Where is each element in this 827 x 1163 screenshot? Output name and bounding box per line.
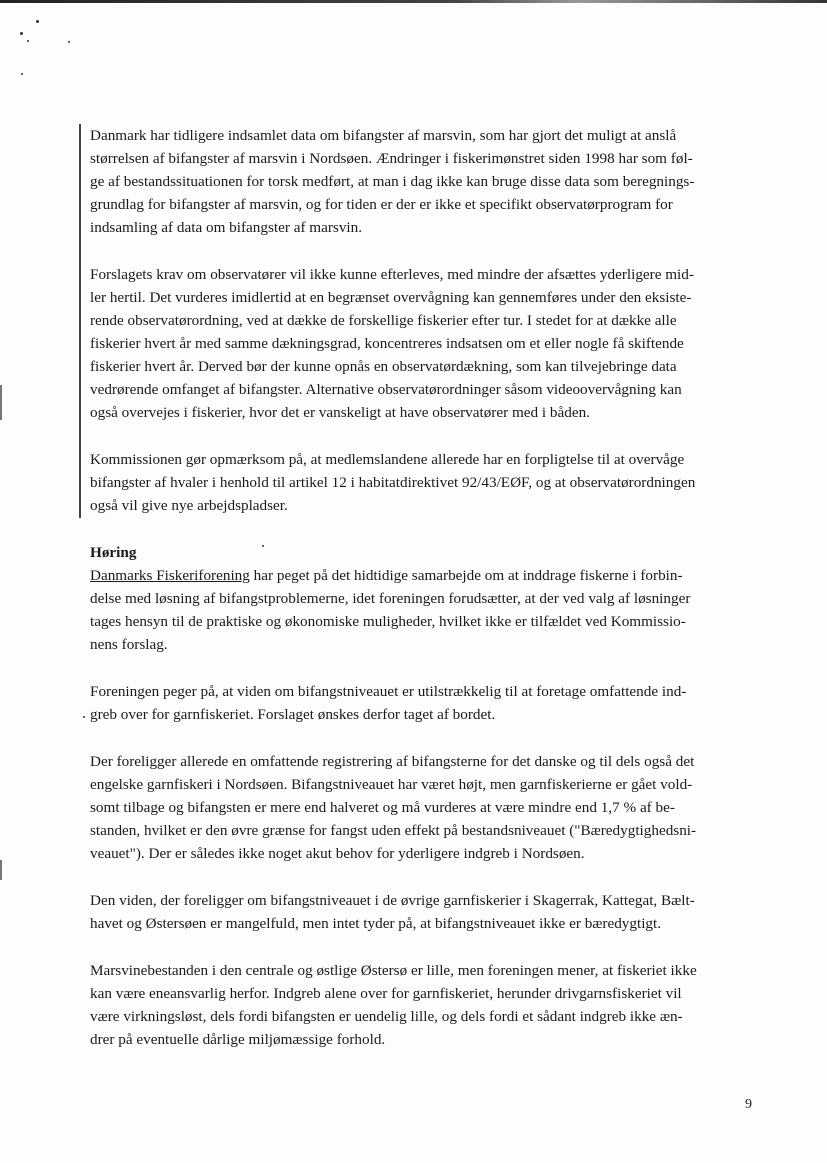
paragraph-commission	[90, 448, 760, 517]
text-line: engelske garnfiskeri i Nordsøen. Bifangstniveauet har været højt, men garnfiskerierne er gået vold-	[90, 776, 693, 793]
paragraph-other-fisheries	[90, 889, 760, 935]
text-line: delse med løsning af bifangstproblemerne, idet foreningen forudsætter, at der ved valg af løsninger	[90, 590, 691, 607]
organization-name: Danmarks Fiskeriforening	[90, 567, 250, 584]
text-line: tages hensyn til de praktiske og økonomiske muligheder, hvilket ikke er tilfældet ved Kommissio-	[90, 613, 686, 630]
text-line: fiskerier hvert år med samme dækningsgrad, koncentreres indsatsen om et eller nogle få skiftende	[90, 335, 684, 352]
text-line: Danmark har tidligere indsamlet data om bifangster af marsvin, som har gjort det muligt at anslå	[90, 127, 677, 144]
text-line: grundlag for bifangster af marsvin, og for tiden er der er ikke et specifikt observatørprogram for	[90, 196, 673, 213]
text-line: vedrørende omfanget af bifangster. Alternative observatørordninger såsom videoovervågning kan	[90, 381, 682, 398]
paragraph-baltic-porpoise	[90, 959, 760, 1051]
paragraph-observers	[90, 263, 760, 424]
text-fragment: har peget på det hidtidige samarbejde om at inddrage fiskerne i forbin-	[249, 567, 683, 584]
page-number: 9	[745, 1097, 752, 1112]
text-line: Marsvinebestanden i den centrale og østlige Østersø er lille, men foreningen mener, at fiskeriet ikke	[90, 962, 697, 979]
text-line: være virkningsløst, dels fordi bifangsten er uendelig lille, og dels fordi et sådant indgreb ikke æn-	[90, 1008, 683, 1025]
text-line: også vil give nye arbejdspladser.	[90, 497, 288, 514]
hearing-section	[90, 541, 760, 656]
text-line: fiskerier hvert år. Derved bør der kunne opnås en observatørdækning, som kan tilvejebringe data	[90, 358, 677, 375]
document-body	[90, 124, 760, 1075]
text-line: Den viden, der foreligger om bifangstniveauet i de øvrige garnfiskerier i Skagerrak, Kattegat, Bælt-	[90, 892, 695, 909]
text-line: indsamling af data om bifangster af marsvin.	[90, 219, 363, 236]
text-line: rende observatørordning, ved at dække de forskellige fiskerier efter tur. I stedet for at dække alle	[90, 312, 677, 329]
text-line: drer på eventuelle dårlige miljømæssige forhold.	[90, 1031, 386, 1048]
paragraph-bycatch-data	[90, 124, 760, 239]
scan-edge-mark	[0, 385, 2, 420]
text-line: bifangster af hvaler i henhold til artikel 12 i habitatdirektivet 92/43/EØF, og at observatørordningen	[90, 474, 696, 491]
text-line: Kommissionen gør opmærksom på, at medlemslandene allerede har en forpligtelse til at overvåge	[90, 451, 685, 468]
text-line: greb over for garnfiskeriet. Forslaget ønskes derfor taget af bordet.	[90, 706, 496, 723]
text-line	[90, 564, 760, 587]
scan-speck	[20, 32, 23, 35]
paragraph-registration	[90, 750, 760, 865]
text-line: havet og Østersøen er mangelfuld, men intet tyder på, at bifangstniveauet ikke er bæredygtigt.	[90, 915, 662, 932]
text-line: veauet"). Der er således ikke noget akut behov for yderligere indgreb i Nordsøen.	[90, 845, 585, 862]
text-line: Forslagets krav om observatører vil ikke kunne efterleves, med mindre der afsættes yderligere mid-	[90, 266, 694, 283]
section-heading: Høring	[90, 544, 137, 561]
text-line: ge af bestandssituationen for torsk medført, at man i dag ikke kan bruge disse data som beregnings-	[90, 173, 695, 190]
scan-top-edge	[0, 0, 827, 3]
text-line: ler hertil. Det vurderes imidlertid at en begrænset overvågning kan gennemføres under den eksiste-	[90, 289, 692, 306]
paragraph-knowledge	[90, 680, 760, 726]
text-line: kan være eneansvarlig herfor. Indgreb alene over for garnfiskeriet, herunder drivgarnsfiskeriet vil	[90, 985, 682, 1002]
text-line: også overvejes i fiskerier, hvor det er vanskeligt at have observatører med i båden.	[90, 404, 590, 421]
text-line: størrelsen af bifangster af marsvin i Nordsøen. Ændringer i fiskerimønstret siden 1998 har som føl-	[90, 150, 693, 167]
text-line: nens forslag.	[90, 636, 168, 653]
scan-speck	[83, 716, 85, 718]
scan-edge-mark	[0, 860, 2, 880]
change-bar	[79, 124, 81, 518]
text-line: standen, hvilket er den øvre grænse for fangst uden effekt på bestandsniveauet ("Bæredygtighedsni-	[90, 822, 697, 839]
scan-speck	[27, 40, 29, 42]
scan-speck	[21, 73, 23, 75]
text-line: Foreningen peger på, at viden om bifangstniveauet er utilstrækkelig til at foretage omfattende ind-	[90, 683, 687, 700]
scan-speck	[36, 20, 39, 23]
text-line: somt tilbage og bifangsten er mere end halveret og må vurderes at være mindre end 1,7 % af be-	[90, 799, 675, 816]
scan-speck	[68, 41, 70, 43]
text-line: Der foreligger allerede en omfattende registrering af bifangsterne for det danske og til dels også det	[90, 753, 695, 770]
